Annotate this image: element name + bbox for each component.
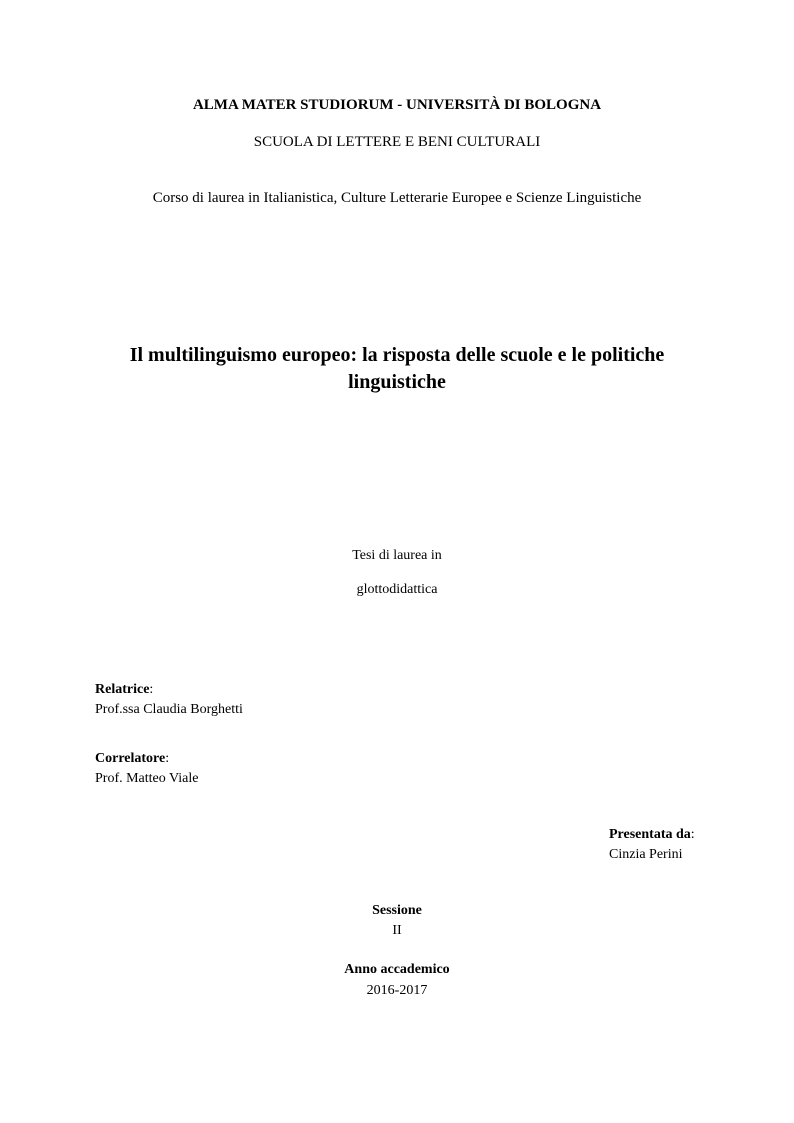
school-name: SCUOLA DI LETTERE E BENI CULTURALI	[253, 134, 541, 150]
course-name: Corso di laurea in Italianistica, Culture Letterarie Europee e Scienze Linguistiche	[152, 190, 642, 206]
correlatore-name: Prof. Matteo Viale	[95, 771, 199, 786]
thesis-type-label: Tesi di laurea in	[352, 548, 442, 563]
correlatore-label: Correlatore	[95, 751, 166, 766]
presentata-name: Cinzia Perini	[609, 847, 683, 862]
presentata-label: Presentata da	[609, 827, 691, 842]
presentata-colon: :	[690, 827, 695, 842]
relatrice-colon: :	[149, 682, 154, 697]
presentata-block	[609, 825, 695, 865]
correlatore-colon: :	[165, 751, 170, 766]
correlatore-heading	[95, 749, 199, 769]
thesis-title	[60, 342, 734, 396]
sessione-value: II	[392, 923, 402, 938]
presentata-heading	[609, 825, 695, 845]
thesis-title-line-2: linguistiche	[348, 371, 446, 393]
thesis-subject: glottodidattica	[356, 582, 438, 597]
sessione-label: Sessione	[372, 903, 422, 918]
relatrice-heading	[95, 680, 243, 700]
relatrice-label: Relatrice	[95, 682, 150, 697]
relatrice-block	[95, 680, 243, 720]
relatrice-name: Prof.ssa Claudia Borghetti	[95, 702, 243, 717]
university-name: ALMA MATER STUDIORUM - UNIVERSITÀ DI BOLOGNA	[192, 97, 602, 113]
thesis-title-line-1: Il multilinguismo europeo: la risposta delle scuole e le politiche	[129, 344, 665, 366]
anno-accademico-value: 2016-2017	[366, 983, 428, 998]
anno-accademico-label: Anno accademico	[344, 962, 450, 977]
correlatore-block	[95, 749, 199, 789]
